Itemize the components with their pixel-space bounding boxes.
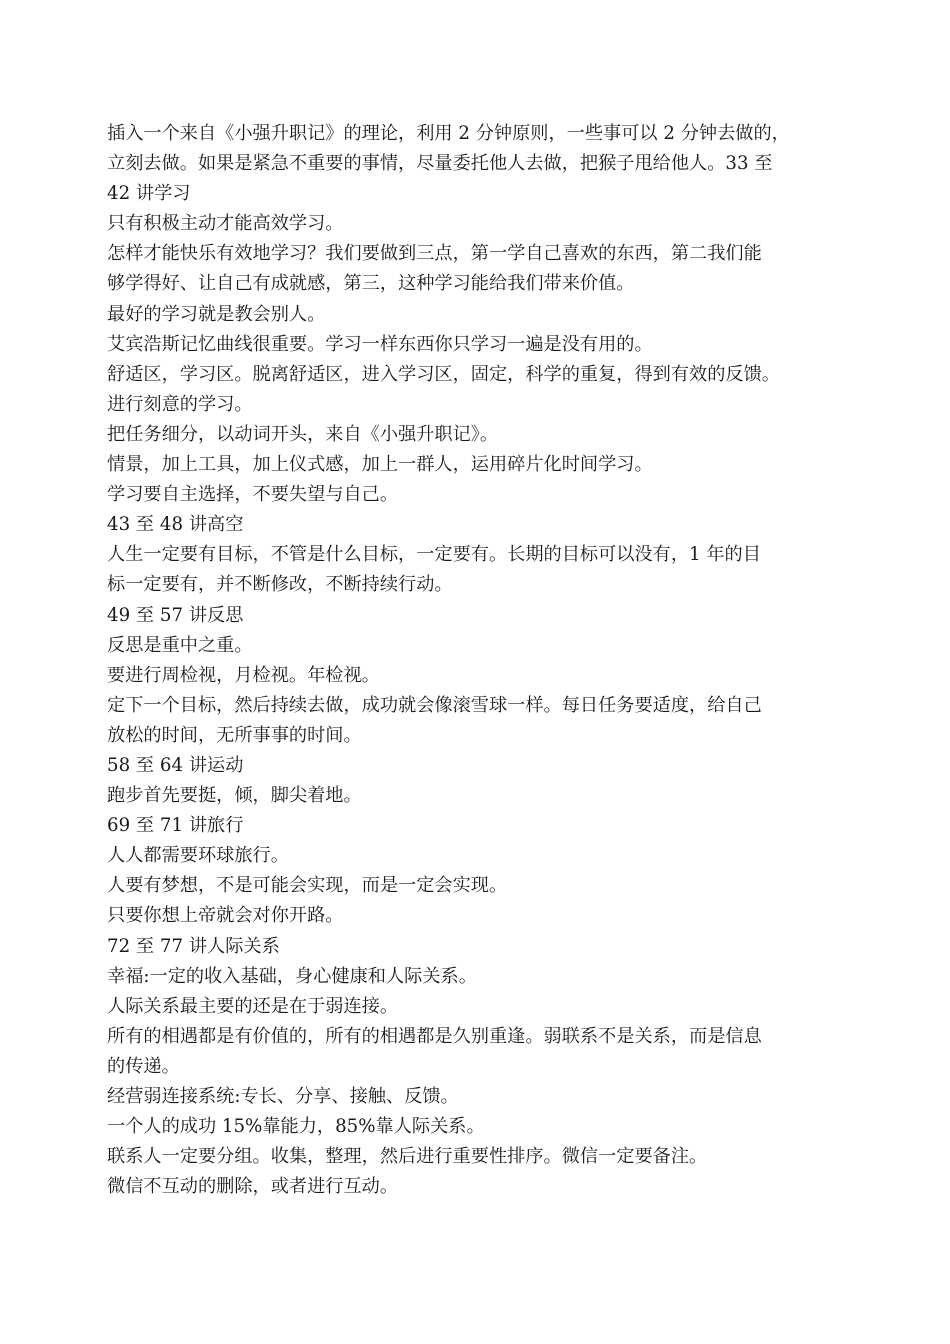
- text-line: 标一定要有，并不断修改，不断持续行动。: [107, 574, 453, 596]
- text-line: 微信不互动的删除，或者进行互动。: [107, 1176, 399, 1198]
- text-line: 只有积极主动才能高效学习。: [107, 213, 344, 235]
- text-line: 人人都需要环球旅行。: [107, 845, 289, 867]
- text-line: 人生一定要有目标，不管是什么目标，一定要有。长期的目标可以没有，1 年的目: [107, 544, 761, 566]
- text-line: 最好的学习就是教会别人。: [107, 303, 326, 325]
- text-line: 学习要自主选择，不要失望与自己。: [107, 484, 399, 506]
- text-line: 放松的时间，无所事事的时间。: [107, 724, 362, 746]
- text-line: 立刻去做。如果是紧急不重要的事情，尽量委托他人去做，把猴子甩给他人。33 至: [107, 153, 773, 175]
- section-heading: 42 讲学习: [107, 183, 191, 205]
- text-line: 要进行周检视，月检视。年检视。: [107, 664, 380, 686]
- text-line: 幸福:一定的收入基础，身心健康和人际关系。: [107, 965, 477, 987]
- text-line: 一个人的成功 15%靠能力，85%靠人际关系。: [107, 1116, 485, 1138]
- section-heading: 43 至 48 讲高空: [107, 514, 244, 536]
- text-line: 经营弱连接系统:专长、分享、接触、反馈。: [107, 1086, 459, 1107]
- section-heading: 72 至 77 讲人际关系: [107, 935, 280, 957]
- text-line: 够学得好、让自己有成就感，第三，这种学习能给我们带来价值。: [107, 273, 635, 295]
- text-line: 进行刻意的学习。: [107, 393, 253, 415]
- document-body: [107, 119, 852, 1202]
- text-line: 人要有梦想，不是可能会实现，而是一定会实现。: [107, 875, 508, 897]
- text-line: 艾宾浩斯记忆曲线很重要。学习一样东西你只学习一遍是没有用的。: [107, 333, 653, 355]
- text-line: 情景，加上工具，加上仪式感，加上一群人，运用碎片化时间学习。: [107, 454, 653, 476]
- text-line: 的传递。: [107, 1055, 180, 1077]
- text-line: 只要你想上帝就会对你开路。: [107, 905, 344, 927]
- section-heading: 58 至 64 讲运动: [107, 754, 244, 776]
- text-line: 人际关系最主要的还是在于弱连接。: [107, 995, 399, 1017]
- text-line: 所有的相遇都是有价值的，所有的相遇都是久别重逢。弱联系不是关系，而是信息: [107, 1025, 762, 1047]
- text-line: 定下一个目标，然后持续去做，成功就会像滚雪球一样。每日任务要适度，给自己: [107, 694, 762, 716]
- section-heading: 49 至 57 讲反思: [107, 604, 244, 626]
- text-line: 插入一个来自《小强升职记》的理论，利用 2 分钟原则，一些事可以 2 分钟去做的，: [107, 123, 790, 144]
- section-heading: 69 至 71 讲旅行: [107, 815, 244, 837]
- text-line: 反思是重中之重。: [107, 634, 253, 656]
- text-line: 把任务细分，以动词开头，来自《小强升职记》。: [107, 423, 499, 445]
- text-line: 跑步首先要挺，倾，脚尖着地。: [107, 785, 362, 807]
- text-line: 怎样才能快乐有效地学习？我们要做到三点，第一学自己喜欢的东西，第二我们能: [107, 243, 762, 265]
- text-line: 舒适区，学习区。脱离舒适区，进入学习区，固定，科学的重复，得到有效的反馈。: [107, 363, 780, 385]
- text-line: 联系人一定要分组。收集，整理，然后进行重要性排序。微信一定要备注。: [107, 1146, 708, 1168]
